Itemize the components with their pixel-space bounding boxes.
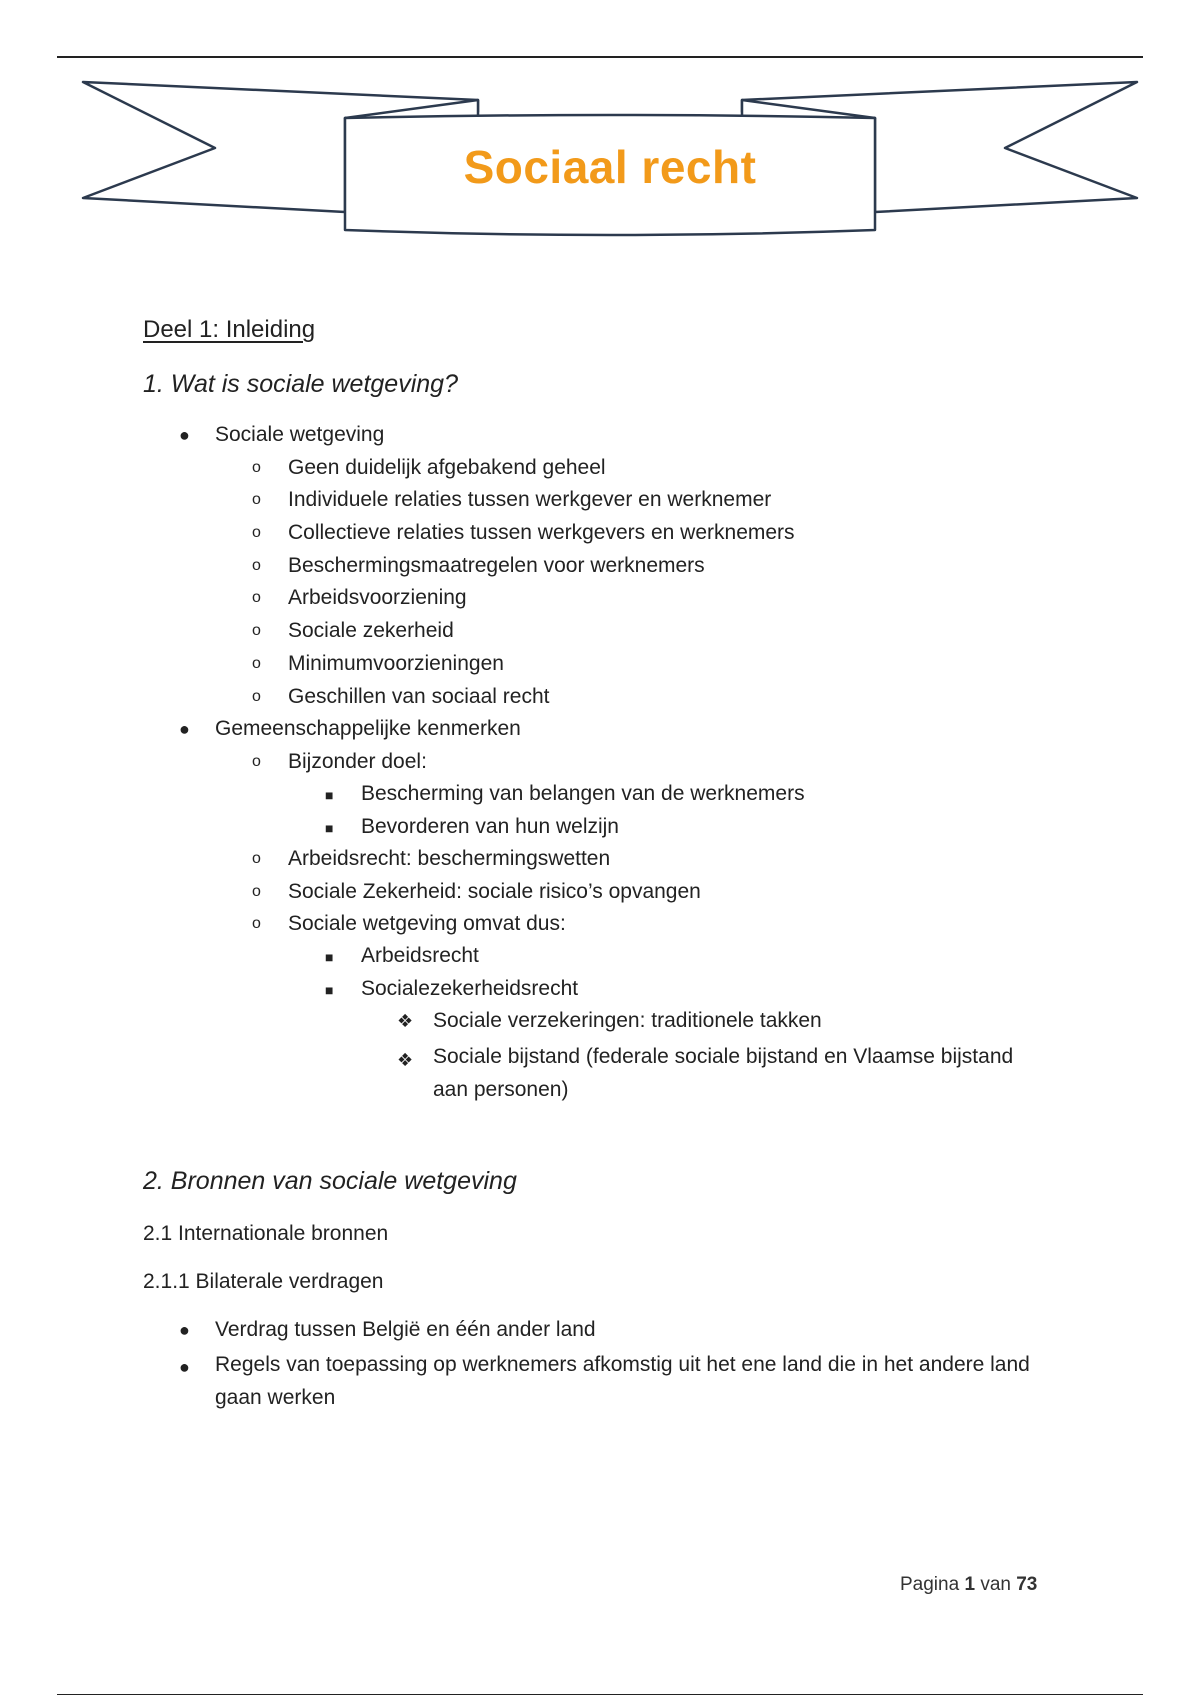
diamond-bullet-icon: ❖ — [397, 1011, 414, 1031]
bullet-icon: ● — [179, 425, 190, 445]
list-item-label: Sociale wetgeving — [215, 423, 385, 446]
list-item-label: Collectieve relaties tussen werkgevers en werknemers — [288, 521, 795, 544]
list-item — [325, 814, 619, 840]
list-item-label: Socialezekerheidsrecht — [361, 977, 579, 1000]
list-item-label: Bijzonder doel: — [288, 750, 427, 773]
circle-bullet-icon: o — [252, 557, 261, 574]
list-item — [179, 716, 521, 742]
subsubsection-title: 2.1.1 Bilaterale verdragen — [143, 1270, 384, 1293]
list-item — [252, 585, 467, 611]
list-item-label: Individuele relaties tussen werkgever en werknemer — [288, 488, 772, 511]
list-item — [397, 1040, 1053, 1106]
bullet-icon: ● — [179, 1357, 190, 1377]
diamond-bullet-icon: ❖ — [397, 1050, 414, 1070]
list-item-label: Arbeidsvoorziening — [288, 586, 467, 609]
list-item-label: Gemeenschappelijke kenmerken — [215, 717, 521, 740]
circle-bullet-icon: o — [252, 622, 261, 639]
list-item — [252, 911, 566, 937]
list-item — [252, 651, 504, 677]
list-item — [325, 781, 805, 807]
bottom-rule — [57, 1694, 1143, 1695]
section-1-title: 1. Wat is sociale wetgeving? — [143, 370, 458, 398]
list-item — [179, 1348, 1045, 1414]
list-item-label: Geen duidelijk afgebakend geheel — [288, 456, 606, 479]
list-item — [252, 455, 606, 481]
bullet-icon: ● — [179, 1320, 190, 1340]
circle-bullet-icon: o — [252, 753, 261, 770]
square-bullet-icon: ■ — [325, 982, 334, 998]
list-item-label: Arbeidsrecht: beschermingswetten — [288, 847, 611, 870]
banner-ribbon-shape — [0, 0, 1200, 260]
bullet-icon: ● — [179, 719, 190, 739]
list-item — [252, 520, 795, 546]
circle-bullet-icon: o — [252, 655, 261, 672]
list-item-label: Geschillen van sociaal recht — [288, 685, 550, 708]
circle-bullet-icon: o — [252, 915, 261, 932]
list-item — [252, 553, 705, 579]
list-item — [252, 879, 701, 905]
list-item — [397, 1008, 822, 1034]
circle-bullet-icon: o — [252, 589, 261, 606]
square-bullet-icon: ■ — [325, 787, 334, 803]
circle-bullet-icon: o — [252, 459, 261, 476]
list-item — [252, 846, 611, 872]
list-item-label: Sociale bijstand (federale sociale bijstand en Vlaamse bijstand aan personen) — [433, 1045, 1014, 1101]
circle-bullet-icon: o — [252, 883, 261, 900]
list-item — [252, 487, 772, 513]
list-item — [325, 976, 579, 1002]
list-item-label: Beschermingsmaatregelen voor werknemers — [288, 554, 705, 577]
square-bullet-icon: ■ — [325, 949, 334, 965]
list-item-label: Bescherming van belangen van de werknemers — [361, 782, 805, 805]
circle-bullet-icon: o — [252, 524, 261, 541]
list-item-label: Bevorderen van hun welzijn — [361, 815, 619, 838]
subsection-title: 2.1 Internationale bronnen — [143, 1222, 389, 1245]
circle-bullet-icon: o — [252, 850, 261, 867]
current-page-number: 1 — [964, 1574, 976, 1595]
list-item-label: Verdrag tussen België en één ander land — [215, 1318, 596, 1341]
total-page-count: 73 — [1016, 1574, 1038, 1595]
list-item-label: Arbeidsrecht — [361, 944, 479, 967]
list-item-label: Sociale verzekeringen: traditionele takken — [433, 1009, 822, 1032]
section-2-title: 2. Bronnen van sociale wetgeving — [143, 1167, 517, 1195]
list-item-label: Sociale zekerheid — [288, 619, 454, 642]
footer-separator: van — [980, 1574, 1011, 1595]
list-item — [252, 618, 454, 644]
list-item — [252, 749, 427, 775]
list-item-label: Sociale wetgeving omvat dus: — [288, 912, 566, 935]
list-item — [179, 1317, 596, 1343]
list-item — [179, 422, 385, 448]
list-item — [252, 684, 550, 710]
circle-bullet-icon: o — [252, 491, 261, 508]
document-title: Sociaal recht — [463, 141, 757, 193]
list-item-label: Sociale Zekerheid: sociale risico’s opvangen — [288, 880, 701, 903]
list-item-label: Regels van toepassing op werknemers afkomstig uit het ene land die in het andere land gaan werken — [215, 1353, 1030, 1409]
page-footer — [900, 1574, 1037, 1596]
footer-prefix: Pagina — [900, 1574, 960, 1595]
square-bullet-icon: ■ — [325, 820, 334, 836]
list-item — [325, 943, 479, 969]
part-title: Deel 1: Inleiding — [143, 316, 316, 343]
title-banner — [0, 0, 1200, 260]
list-item-label: Minimumvoorzieningen — [288, 652, 504, 675]
circle-bullet-icon: o — [252, 688, 261, 705]
